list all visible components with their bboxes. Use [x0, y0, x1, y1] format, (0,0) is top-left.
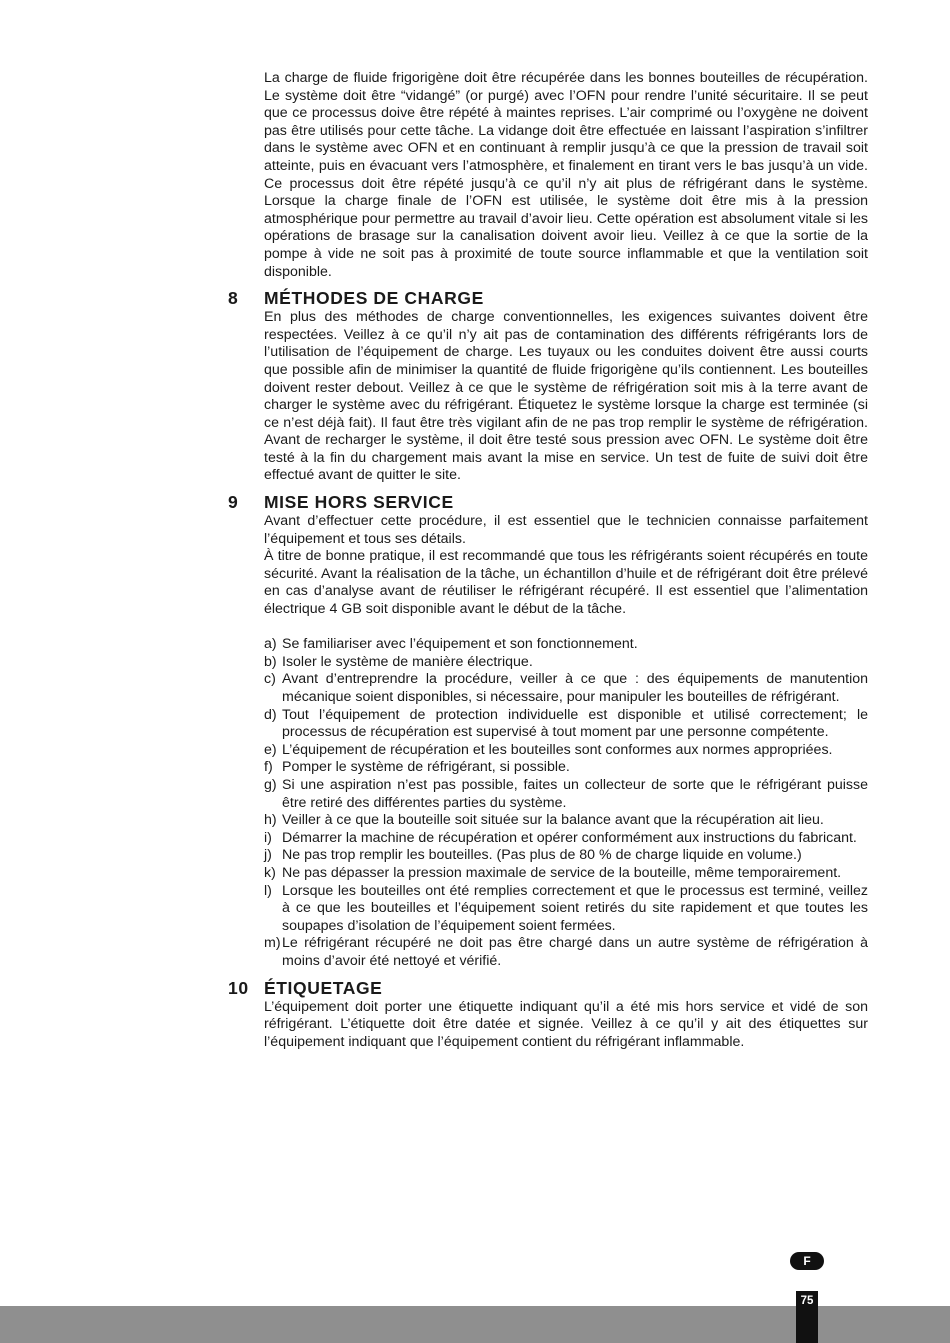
list-item-text: Si une aspiration n’est pas possible, faites un collecteur de sorte que le réfrigérant puisse être retiré des différentes parties du système. [282, 776, 868, 811]
list-marker: b) [264, 653, 277, 670]
list-item [264, 759, 868, 777]
list-item-text: Isoler le système de manière électrique. [282, 653, 533, 670]
section-10-paragraph: L’équipement doit porter une étiquette indiquant qu’il a été mis hors service et vidé de son réfrigérant. L’étiquette doit être datée et signée. Veillez à ce qu’il y ait des étiquettes sur l’équipement indiquant que l’équipement contient du réfrigérant inflammable. [264, 998, 868, 1050]
list-item [264, 742, 868, 760]
list-item-text: Le réfrigérant récupéré ne doit pas être chargé dans un autre système de réfrigération à moins d’avoir été nettoyé et vérifié. [282, 935, 868, 969]
list-item-text: Démarrer la machine de récupération et opérer conformément aux instructions du fabricant. [282, 829, 857, 846]
list-marker: e) [264, 741, 277, 758]
decommission-steps-list [264, 636, 868, 970]
list-marker: d) [264, 706, 277, 723]
list-item [264, 707, 868, 742]
intro-paragraph: La charge de fluide frigorigène doit être récupérée dans les bonnes bouteilles de récupération. Le système doit être “vidangé” (or purgé) avec l’OFN pour rendre l’unité sécuritaire. Il se peut que ce processus doive être répété à maintes reprises. L’air comprimé ou l’oxygène ne doivent pas être utilisés pour cette tâche. La vidange doit être effectuée en laissant l’aspiration s’infiltrer dans le système avec OFN et en continuant à remplir jusqu’à ce que la pression de travail soit atteinte, puis en évacuant vers l’atmosphère, et finalement en tirant vers le bas jusqu’à un vide. Ce processus doit être répété jusqu’à ce qu’il n’y ait plus de réfrigérant dans le système. Lorsque la charge finale de l’OFN est utilisée, le système doit être mis à la pression atmosphérique pour permettre au travail d’avoir lieu. Cette opération est absolument vitale si les opérations de brasage sur la canalisation doivent avoir lieu. Veillez à ce que la sortie de la pompe à vide ne soit pas à proximité de toute source inflammable et que la ventilation soit disponible. [264, 70, 868, 280]
list-marker: g) [264, 776, 277, 793]
section-9-paragraph-1: Avant d’effectuer cette procédure, il est essentiel que le technicien connaisse parfaitement l’équipement et tous ses détails. [264, 513, 868, 547]
list-item-text: Ne pas dépasser la pression maximale de service de la bouteille, même temporairement. [282, 864, 842, 881]
section-10-number: 10 [228, 977, 249, 998]
list-item [264, 883, 868, 936]
list-marker: f) [264, 759, 273, 776]
list-item [264, 830, 868, 848]
list-marker: i) [264, 829, 272, 846]
list-item-text: Avant d’entreprendre la procédure, veiller à ce que : des équipements de manutention mécanique soient disponibles, si nécessaire, pour manipuler les bouteilles de réfrigérant. [282, 671, 868, 705]
list-item [264, 777, 868, 812]
list-item-text: Se familiariser avec l’équipement et son fonctionnement. [282, 636, 638, 653]
list-item [264, 636, 868, 654]
list-item [264, 935, 868, 970]
section-9-number: 9 [228, 492, 239, 513]
section-8-title: MÉTHODES DE CHARGE [264, 288, 484, 309]
list-marker: k) [264, 864, 276, 881]
list-item-text: L’équipement de récupération et les bouteilles sont conformes aux normes appropriées. [282, 741, 833, 758]
section-8-number: 8 [228, 288, 239, 309]
list-marker: h) [264, 812, 277, 829]
section-9-title: MISE HORS SERVICE [264, 492, 454, 513]
section-9-heading [228, 491, 868, 513]
list-item-text: Veiller à ce que la bouteille soit située sur la balance avant que la récupération ait lieu. [282, 812, 824, 829]
list-marker: a) [264, 636, 277, 653]
list-item [264, 654, 868, 672]
list-marker: m) [264, 935, 281, 952]
section-10-title: ÉTIQUETAGE [264, 977, 383, 998]
spacer [264, 619, 868, 637]
list-item-text: Tout l’équipement de protection individuelle est disponible et utilisé correctement; le processus de récupération est supervisé à tout moment par une personne compétente. [282, 706, 868, 741]
list-item [264, 865, 868, 883]
list-item-text: Ne pas trop remplir les bouteilles. (Pas plus de 80 % de charge liquide en volume.) [282, 847, 802, 864]
list-marker: j) [264, 847, 272, 864]
list-item [264, 671, 868, 706]
language-badge: F [790, 1252, 824, 1270]
list-marker: l) [264, 882, 272, 899]
list-item-text: Pomper le système de réfrigérant, si possible. [282, 759, 570, 776]
section-8-heading [228, 287, 868, 309]
section-9-paragraph-2: À titre de bonne pratique, il est recommandé que tous les réfrigérants soient récupérés en toute sécurité. Avant la réalisation de la tâche, un échantillon d’huile et de réfrigérant doit être prélevé en cas d’analyse avant de réutiliser le réfrigérant récupéré. Il est essentiel que l’alimentation électrique 4 GB soit disponible avant le début de la tâche. [264, 548, 868, 618]
list-item-text: Lorsque les bouteilles ont été remplies correctement et que le processus est terminé, veillez à ce que les bouteilles et l’équipement soient retirés du site rapidement et que toutes les soupapes d’isolation de l’équipement soient fermées. [282, 882, 868, 934]
page-number: 75 [796, 1291, 818, 1343]
section-10-heading [228, 977, 868, 999]
document-body [228, 70, 868, 1051]
list-marker: c) [264, 671, 276, 688]
list-item [264, 847, 868, 865]
list-item [264, 812, 868, 830]
section-8-paragraph: En plus des méthodes de charge conventionnelles, les exigences suivantes doivent être respectées. Veillez à ce qu’il n’y ait pas de contamination des différents réfrigérants lors de l’utilisation de l’équipement de charge. Les tuyaux ou les conduites doivent être aussi courts que possible afin de minimiser la quantité de fluide frigorigène qu’ils contiennent. Les bouteilles doivent rester debout. Veillez à ce que le système de réfrigération soit mis à la terre avant de charger le système avec du réfrigérant. Étiquetez le système lorsque la charge est terminée (si ce n’est déjà fait). Il faut être très vigilant afin de ne pas trop remplir le système de réfrigération. Avant de recharger le système, il doit être testé sous pression avec OFN. Le système doit être testé à la fin du chargement mais avant la mise en service. Un test de fuite de suivi doit être effectué avant de quitter le site. [264, 309, 868, 484]
